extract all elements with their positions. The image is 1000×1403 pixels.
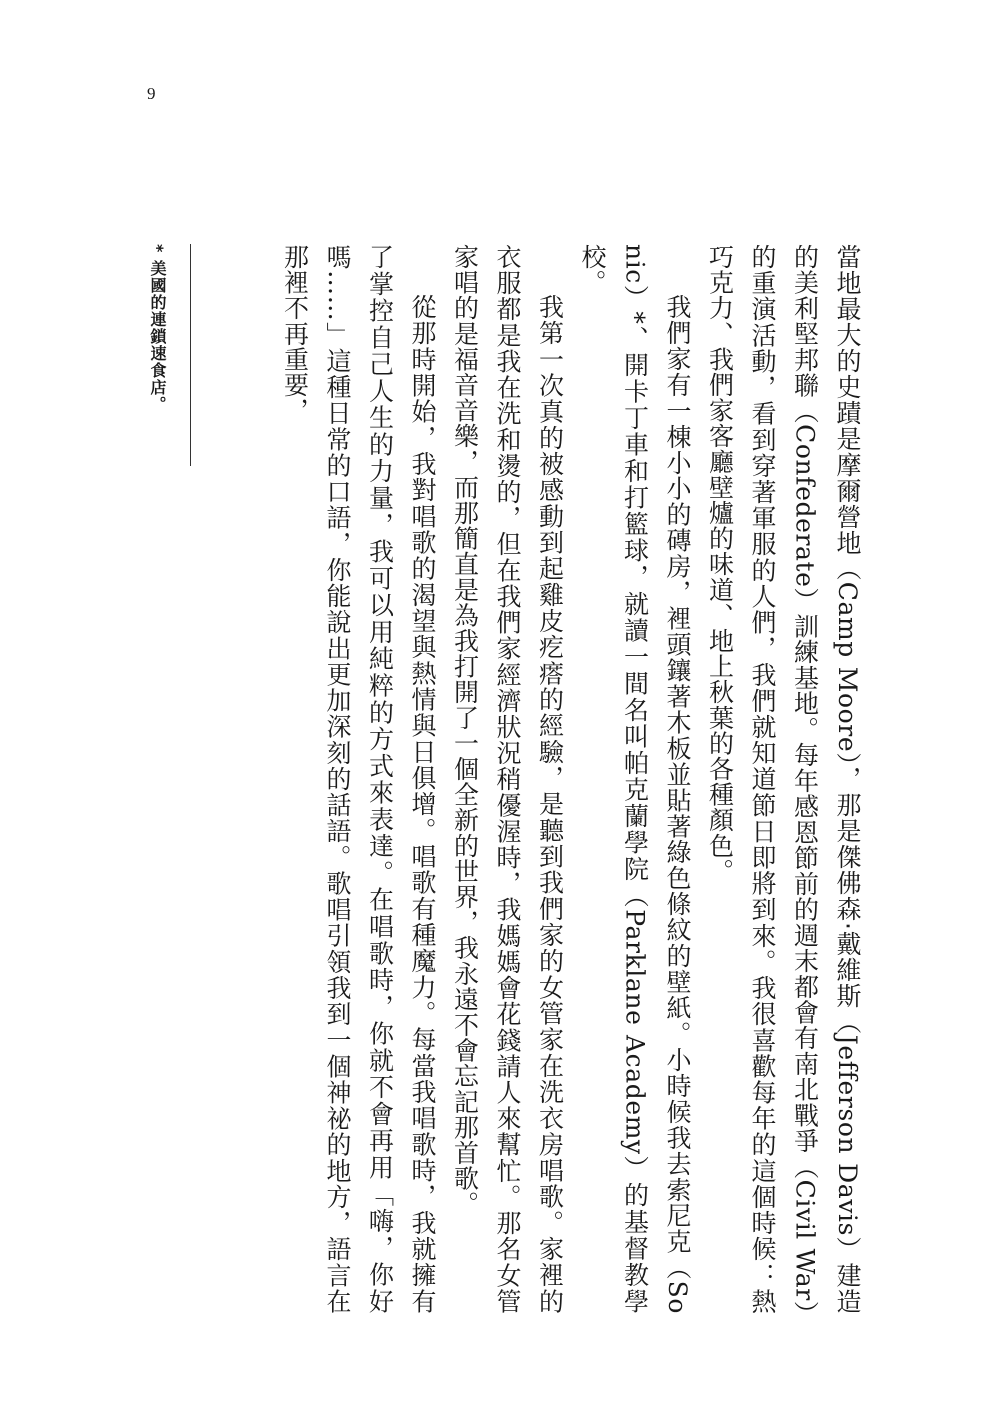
page-number: 9 (147, 84, 156, 103)
paragraph-3: 我第一次真的被感動到起雞皮疙瘩的經驗，是聽到我們家的女管家在洗衣房唱歌。家裡的衣服都是我在洗和燙的，但在我們家經濟狀況稍優渥時，我媽媽會花錢請人來幫忙。那名女管家唱的是福音音樂，而那簡直是為我打開了一個全新的世界，我永遠不會忘記那首歌。 (450, 244, 565, 1314)
footnote-divider (190, 244, 191, 466)
body-text (273, 244, 868, 1314)
paragraph-2: 我們家有一棟小小的磚房，裡頭鑲著木板並貼著綠色條紋的壁紙。小時候我去索尼克（Sonic）*、開卡丁車和打籃球，就讀一間名叫帕克蘭學院（Parklane Academy）的基督教學校。 (578, 244, 692, 1314)
paragraph-4: 從那時開始，我對唱歌的渴望與熱情與日俱增。唱歌有種魔力。每當我唱歌時，我就擁有了掌控自己人生的力量，我可以用純粹的方式來表達。在唱歌時，你就不會再用「嗨，你好嗎……」這種日常的口語，你能說出更加深刻的話語。歌唱引領我到一個神祕的地方，語言在那裡不再重要， (280, 244, 437, 1314)
paragraph-1: 當地最大的史蹟是摩爾營地（Camp Moore），那是傑佛森‧戴維斯（Jefferson Davis）建造的美利堅邦聯（Confederate）訓練基地。每年感恩節前的週末都會有南北戰爭（Civil War）的重演活動，看到穿著軍服的人們，我們就知道節日即將到來。我很喜歡每年的這個時候：熱巧克力、我們家客廳壁爐的味道、地上秋葉的各種顏色。 (705, 244, 862, 1314)
footnote: * 美國的連鎖速食店。 (148, 244, 167, 413)
